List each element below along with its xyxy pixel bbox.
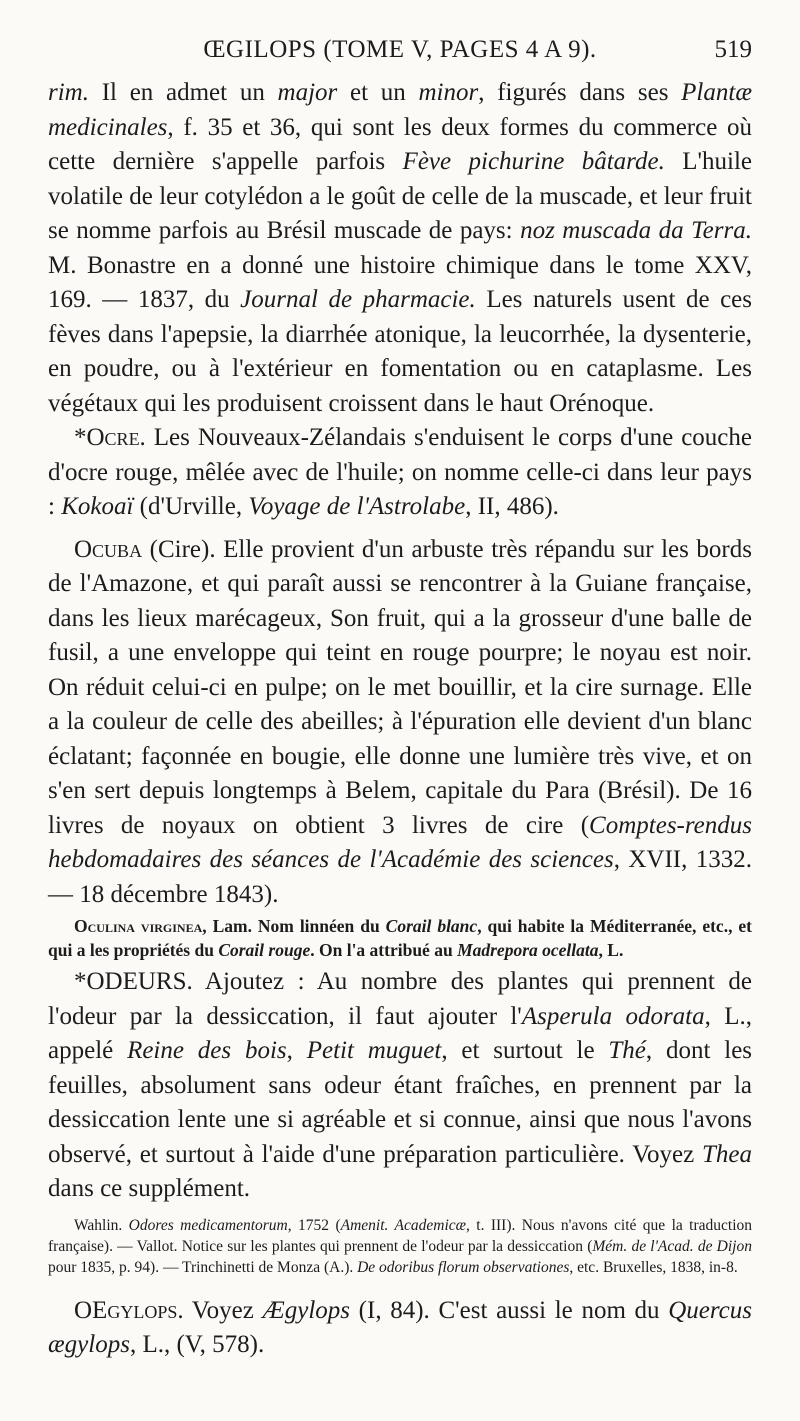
text-italic: minor bbox=[418, 79, 479, 106]
entry-heading: *ODEURS. bbox=[74, 968, 193, 995]
text-italic: Amenit. Academicæ bbox=[340, 1216, 466, 1234]
page-body bbox=[48, 76, 752, 1363]
text-run: Ajoutez : Au nombre des plantes qui prennent de l'odeur par la dessiccation, il faut ajouter l' bbox=[48, 968, 752, 1030]
text-run: Les naturels usent de ces fèves dans l'apepsie, la diarrhée atonique, la leucorrhée, la dysenterie, en poudre, ou à l'extérieur en fomentation ou en cataplasme. Les végétaux qui les produisent croissent dans le haut Orénoque. bbox=[48, 286, 752, 417]
entry-heading: OEgylops. bbox=[74, 1296, 184, 1324]
text-run: , t. III). Nous n'avons cité que la traduction française). — Vallot. Notice sur les plantes qui prennent de l'odeur par la dessiccation ( bbox=[48, 1216, 753, 1255]
text-run: pour 1835, p. 94). — Trinchinetti de Monza (A.). bbox=[48, 1258, 358, 1276]
entry-heading: Ocuba bbox=[74, 535, 143, 563]
text-italic: Petit muguet bbox=[306, 1037, 442, 1064]
entry-heading: *Ocre. bbox=[74, 424, 146, 451]
entry-odeurs bbox=[48, 965, 752, 1207]
text-italic: Madrepora ocellata bbox=[457, 939, 599, 960]
text-run: , 1752 ( bbox=[287, 1216, 341, 1234]
text-run: , qui habite la Méditerranée, etc., et qui a les propriétés du bbox=[48, 916, 752, 960]
text-italic: Fève pichurine bâtarde. bbox=[402, 148, 665, 175]
text-italic: Corail rouge bbox=[218, 939, 311, 960]
text-run: , L. bbox=[598, 939, 624, 960]
text-italic: Voyage de l'Astrolabe bbox=[248, 493, 466, 520]
text-run: , dont les feuilles, absolument sans odeur étant fraîches, en prennent par la dessiccation lente une si agréable et si connue, ainsi que nous l'avons observé, et surtout à l'aide d'une préparation particulière. Voyez bbox=[48, 1037, 753, 1168]
text-italic: Thé bbox=[608, 1037, 646, 1064]
entry-heading: Oculina virginea bbox=[74, 916, 203, 936]
text-italic: Reine des bois bbox=[127, 1037, 287, 1064]
text-run: (Cire). Elle provient d'un arbuste très répandu sur les bords de l'Amazone, et qui paraît aussi se rencontrer à la Guiane française, dans les lieux marécageux, Son fruit, qui a la grosseur d'une balle de fusil, a une enveloppe qui teint en rouge pourpre; le noyau est noir. On réduit celui-ci en pulpe; on le met bouillir, et la cire surnage. Elle a la couleur de celle des abeilles; à l'épuration elle devient d'un blanc éclatant; façonnée en bougie, elle donne une lumière très vive, et on s'en sert depuis longtemps à Belem, capitale du Para (Brésil). De 16 livres de noyaux on obtient 3 livres de cire ( bbox=[48, 535, 752, 839]
running-title: ŒGILOPS (TOME V, PAGES 4 A 9). bbox=[203, 36, 597, 63]
text-italic: major bbox=[277, 79, 338, 106]
text-run: L'huile volatile de leur cotylédon a le goût de celle de la muscade, et leur fruit se nomme parfois au Brésil muscade de pays: bbox=[48, 148, 753, 244]
text-italic: Odores medicamentorum bbox=[128, 1216, 288, 1234]
text-italic: Plantæ medicinales bbox=[48, 79, 752, 141]
text-run: , L., appelé bbox=[48, 1002, 752, 1064]
text-italic: De odoribus florum observationes bbox=[357, 1258, 570, 1276]
text-run: , bbox=[286, 1037, 307, 1064]
text-run: (I, 84). C'est aussi le nom du bbox=[350, 1296, 669, 1324]
text-italic: Quercus ægylops bbox=[48, 1296, 752, 1358]
text-italic: Thea bbox=[702, 1140, 752, 1168]
text-italic: Ægylops bbox=[262, 1296, 350, 1324]
text-run: et un bbox=[337, 79, 419, 106]
text-italic: Journal de pharmacie. bbox=[240, 286, 476, 313]
entry-ocuba bbox=[48, 533, 752, 913]
text-run: . On l'a attribué au bbox=[310, 939, 458, 960]
text-italic: Corail blanc bbox=[385, 916, 478, 936]
text-run: Il en admet un bbox=[88, 79, 278, 106]
text-run: , L., (V, 578). bbox=[129, 1331, 265, 1358]
text-italic: noz muscada da Terra. bbox=[520, 217, 752, 244]
running-header bbox=[48, 36, 752, 76]
text-run: , XVII, 1332. — 18 décembre 1843). bbox=[48, 846, 752, 908]
text-italic: rim. bbox=[48, 79, 89, 106]
text-run: , figurés dans ses bbox=[478, 79, 682, 106]
entry-oculina bbox=[48, 915, 752, 962]
page-number: 519 bbox=[714, 36, 752, 63]
text-run: Wahlin. bbox=[74, 1216, 129, 1234]
text-italic: Comptes-rendus hebdomadaires des séances de l'Académie des sciences bbox=[48, 811, 752, 873]
text-run: M. Bonastre en a donné une histoire chimique dans le tome XXV, 169. — 1837, du bbox=[48, 251, 752, 313]
text-italic: Mém. de l'Acad. de Dijon bbox=[592, 1237, 752, 1255]
entry-oegylops bbox=[48, 1294, 752, 1363]
text-run: Voyez bbox=[183, 1296, 263, 1324]
text-italic: Kokoaï bbox=[61, 493, 134, 520]
text-italic: Asperula odorata bbox=[521, 1002, 705, 1030]
text-run: dans ce supplément. bbox=[48, 1175, 251, 1202]
odeurs-bibliography bbox=[48, 1215, 752, 1278]
paragraph-pichurim-continued bbox=[48, 76, 752, 421]
text-run: Les Nouveaux-Zélandais s'enduisent le corps d'une couche d'ocre rouge, mêlée avec de l'huile; on nomme celle-ci dans leur pays : bbox=[48, 424, 752, 520]
text-run: , et surtout le bbox=[441, 1037, 609, 1064]
text-run: (d'Urville, bbox=[133, 493, 249, 520]
text-run: , II, 486). bbox=[465, 493, 559, 520]
text-run: , f. 35 et 36, qui sont les deux formes du commerce où cette dernière s'appelle parfois bbox=[48, 113, 752, 175]
text-run: , etc. Bruxelles, 1838, in-8. bbox=[569, 1258, 738, 1276]
entry-ocre bbox=[48, 421, 752, 525]
text-run: , Lam. Nom linnéen du bbox=[202, 916, 386, 936]
